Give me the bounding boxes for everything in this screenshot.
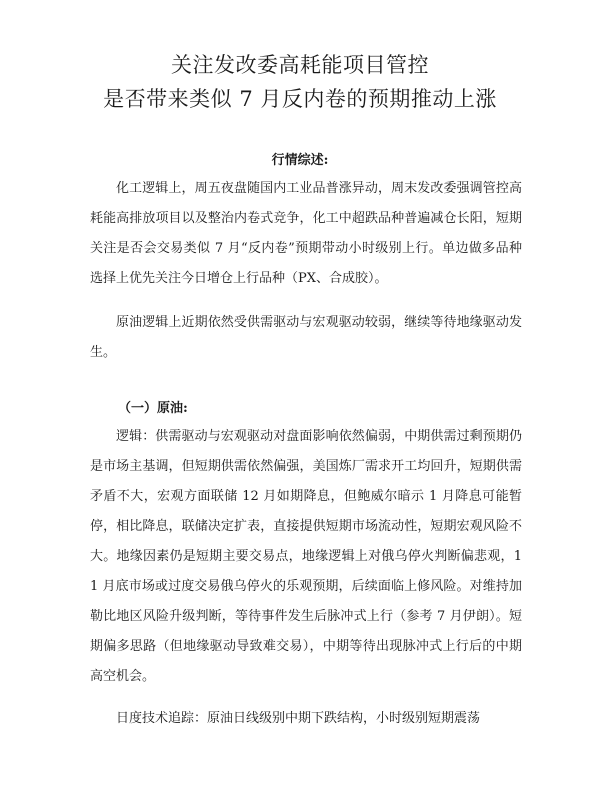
crude-oil-heading: （一）原油:: [118, 401, 188, 416]
crude-logic-paragraph: 逻辑：供需驱动与宏观驱动对盘面影响依然偏弱，中期供需过剩预期仍是市场主基调，但短期供需依然偏强，美国炼厂需求开工均回升，短期供需矛盾不大，宏观方面联储 12 月如期降息，但鲍威尔暗示 1 月降息可能暂停，相比降息，联储决定扩表，直接提供短期市场流动性，短期宏观风险不大。地缘因素仍是短期主要交易点，地缘逻辑上对俄乌停火判断偏悲观，11 月底市场或过度交易俄乌停火的乐观预期，后续面临上修风险。对维持加勒比地区风险升级判断，等待事件发生后脉冲式上行（参考 7 月伊朗）。短期偏多思路（但地缘驱动导致难交易），中期等待出现脉冲式上行后的中期高空机会。: [90, 429, 522, 684]
overview-heading: 行情综述:: [271, 153, 329, 168]
overview-paragraph-chemical: 化工逻辑上，周五夜盘随国内工业品普涨异动，周末发改委强调管控高耗能高排放项目以及整治内卷式竞争，化工中超跌品种普遍减仓长阳，短期关注是否会交易类似 7 月“反内卷”预期带动小时级别上行。单边做多品种选择上优先关注今日增仓上行品种（PX、合成胶）。: [90, 181, 522, 286]
document-title-line1: 关注发改委高耗能项目管控: [171, 53, 429, 77]
crude-technical-paragraph: 日度技术追踪：原油日线级别中期下跌结构，小时级别短期震荡: [116, 711, 481, 726]
overview-paragraph-crude: 原油逻辑上近期依然受供需驱动与宏观驱动较弱，继续等待地缘驱动发生。: [90, 315, 522, 360]
document-title-line2: 是否带来类似 7 月反内卷的预期推动上涨: [103, 87, 497, 111]
